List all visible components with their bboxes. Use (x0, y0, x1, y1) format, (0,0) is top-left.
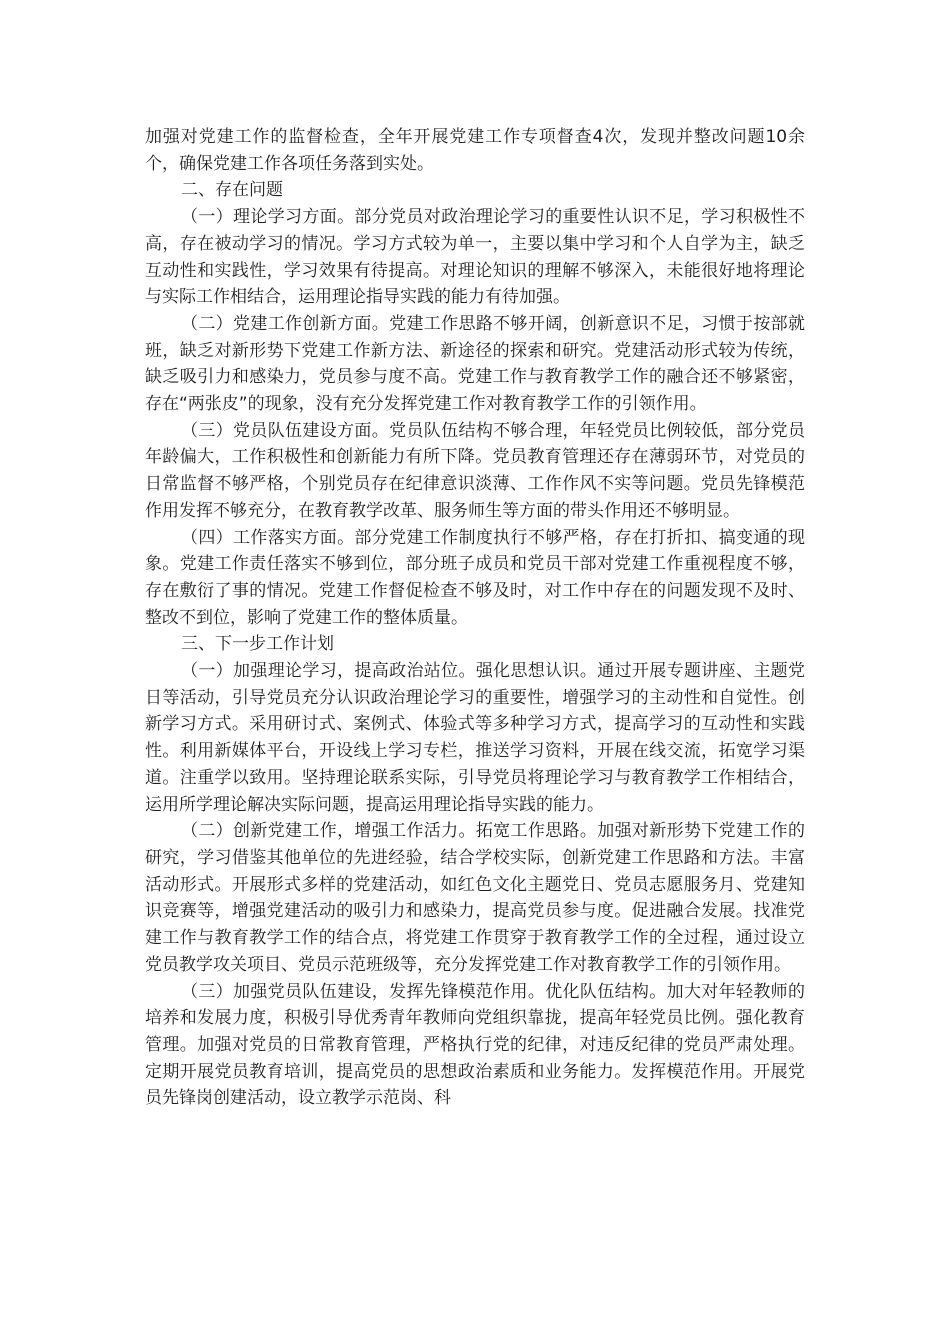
paragraph-plan-theory: （一）加强理论学习，提高政治站位。强化思想认识。通过开展专题讲座、主题党日等活动，引导党员充分认识政治理论学习的重要性，增强学习的主动性和自觉性。创新学习方式。采用研讨式、案例式、体验式等多种学习方式，提高学习的互动性和实践性。利用新媒体平台，开设线上学习专栏，推送学习资料，开展在线交流，拓宽学习渠道。注重学以致用。坚持理论联系实际，引导党员将理论学习与教育教学工作相结合，运用所学理论解决实际问题，提高运用理论指导实践的能力。 (145, 661, 805, 815)
document-body (145, 124, 805, 1112)
paragraph-theory-study: （一）理论学习方面。部分党员对政治理论学习的重要性认识不足，学习积极性不高，存在被动学习的情况。学习方式较为单一，主要以集中学习和个人自学为主，缺乏互动性和实践性，学习效果有待提高。对理论知识的理解不够深入，未能很好地将理论与实际工作相结合，运用理论指导实践的能力有待加强。 (145, 207, 805, 308)
paragraph-team-building: （三）党员队伍建设方面。党员队伍结构不够合理，年轻党员比例较低，部分党员年龄偏大，工作积极性和创新能力有所下降。党员教育管理还存在薄弱环节，对党员的日常监督不够严格，个别党员存在纪律意识淡薄、工作作风不实等问题。党员先锋模范作用发挥不够充分，在教育教学改革、服务师生等方面的带头作用还不够明显。 (145, 420, 805, 521)
paragraph-plan-team: （三）加强党员队伍建设，发挥先锋模范作用。优化队伍结构。加大对年轻教师的培养和发展力度，积极引导优秀青年教师向党组织靠拢，提高年轻党员比例。强化教育管理。加强对党员的日常教育管理，严格执行党的纪律，对违反纪律的党员严肃处理。定期开展党员教育培训，提高党员的思想政治素质和业务能力。发挥模范作用。开展党员先锋岗创建活动，设立教学示范岗、科 (145, 981, 805, 1109)
paragraph-continuation: 加强对党建工作的监督检查，全年开展党建工作专项督查4次，发现并整改问题10余个，确保党建工作各项任务落到实处。 (145, 127, 805, 174)
paragraph-plan-innovation: （二）创新党建工作，增强工作活力。拓宽工作思路。加强对新形势下党建工作的研究，学习借鉴其他单位的先进经验，结合学校实际，创新党建工作思路和方法。丰富活动形式。开展形式多样的党建活动，如红色文化主题党日、党员志愿服务月、党建知识竞赛等，增强党建活动的吸引力和感染力，提高党员参与度。促进融合发展。找准党建工作与教育教学工作的结合点，将党建工作贯穿于教育教学工作的全过程，通过设立党员教学攻关项目、党员示范班级等，充分发挥党建工作对教育教学工作的引领作用。 (145, 821, 805, 975)
section-heading-problems: 二、存在问题 (181, 180, 283, 201)
paragraph-implementation: （四）工作落实方面。部分党建工作制度执行不够严格，存在打折扣、搞变通的现象。党建工作责任落实不够到位，部分班子成员和党员干部对党建工作重视程度不够，存在敷衍了事的情况。党建工作督促检查不够及时，对工作中存在的问题发现不及时、整改不到位，影响了党建工作的整体质量。 (145, 527, 805, 628)
paragraph-innovation: （二）党建工作创新方面。党建工作思路不够开阔，创新意识不足，习惯于按部就班，缺乏对新形势下党建工作新方法、新途径的探索和研究。党建活动形式较为传统，缺乏吸引力和感染力，党员参与度不高。党建工作与教育教学工作的融合还不够紧密，存在“两张皮”的现象，没有充分发挥党建工作对教育教学工作的引领作用。 (145, 313, 805, 415)
section-heading-next-plan: 三、下一步工作计划 (181, 634, 334, 655)
